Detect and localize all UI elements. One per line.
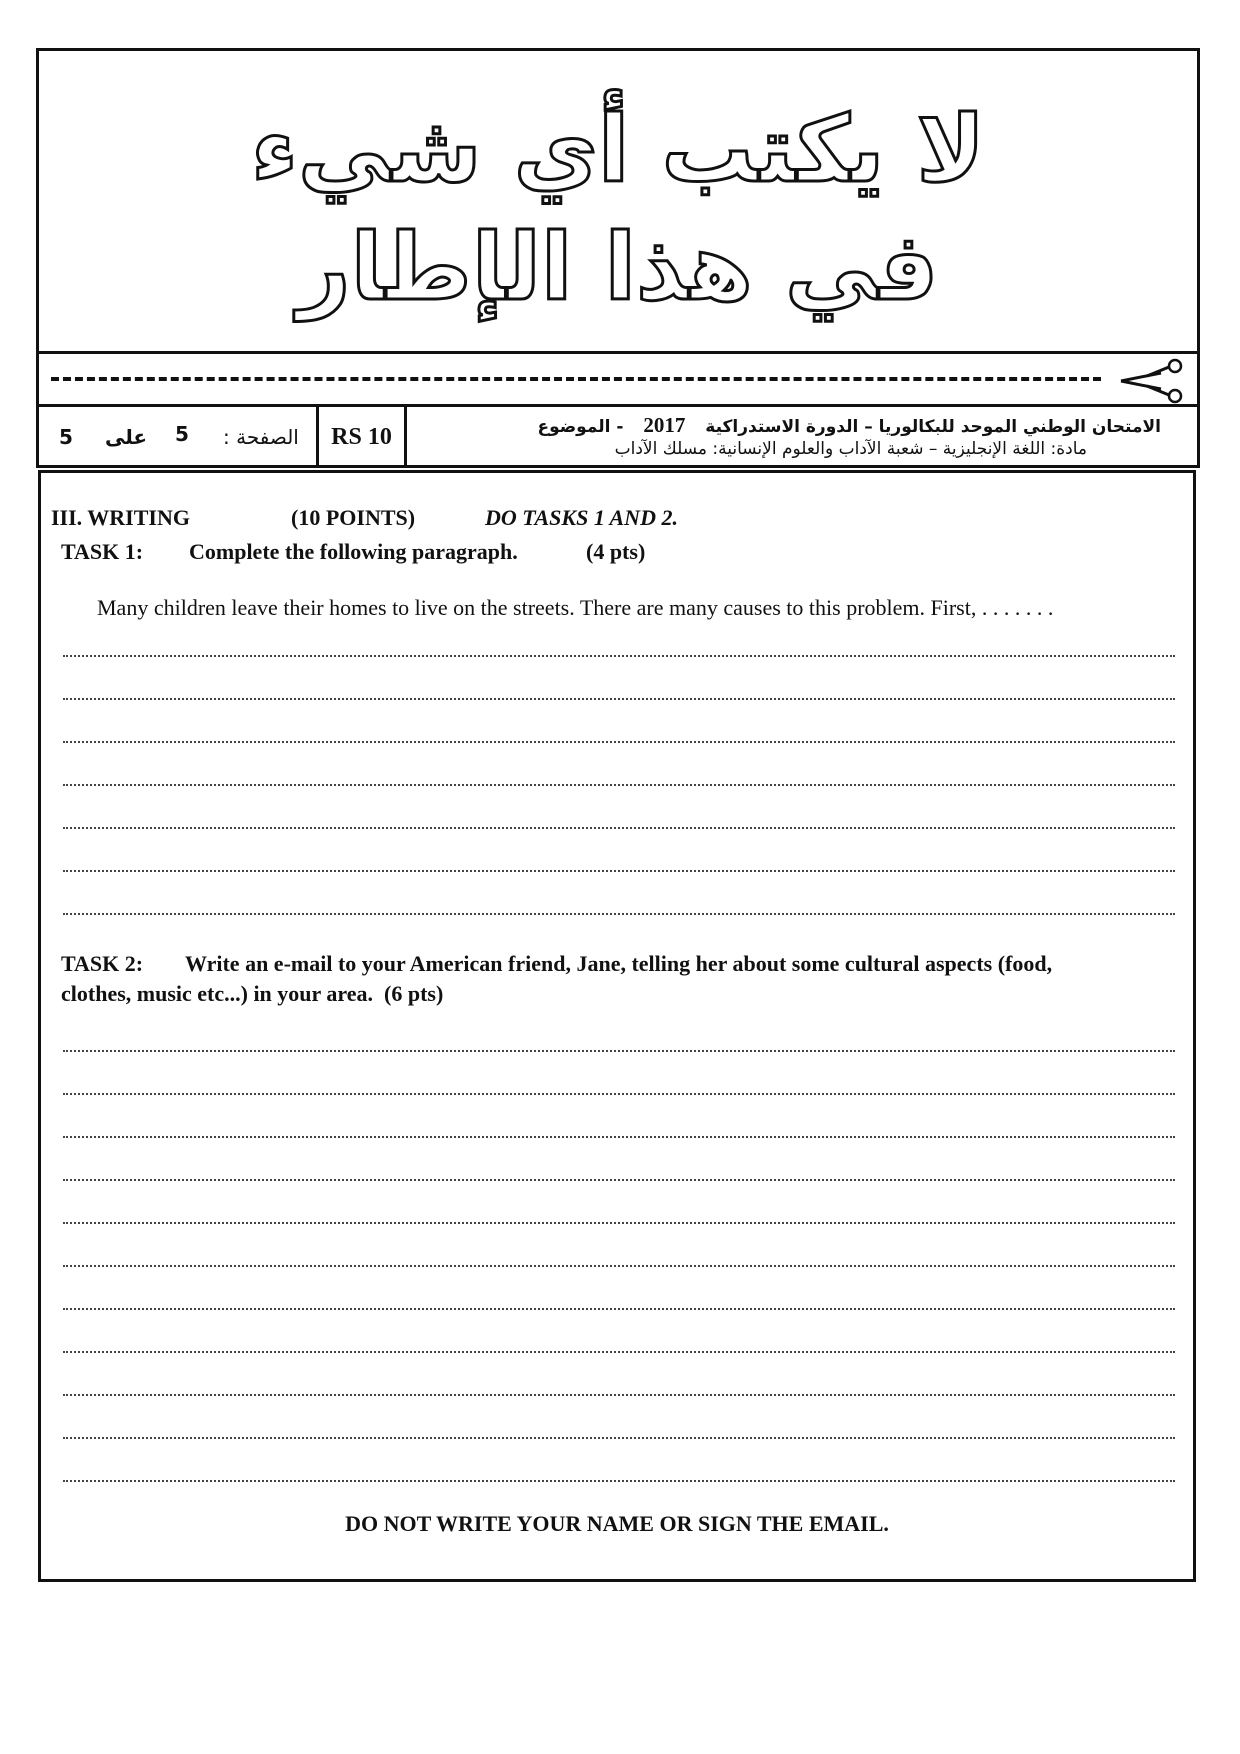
answer-line[interactable] — [63, 784, 1175, 786]
exam-info-row — [36, 404, 1200, 468]
banner-line-1: لا يكتب أي شيء — [250, 96, 986, 203]
exam-title-cell — [407, 407, 1197, 465]
subject-word: - الموضوع — [537, 417, 624, 437]
exam-code-cell — [319, 407, 407, 465]
answer-line[interactable] — [63, 1480, 1175, 1482]
task2-prompt-line1: Write an e-mail to your American friend, Jane, telling her about some cultural aspects (food, — [185, 951, 1053, 976]
banner-text — [39, 91, 1197, 327]
task2-label: TASK 2: — [61, 951, 144, 976]
page-label: الصفحة : — [223, 425, 299, 449]
task2-prompt-line2-text: clothes, music etc...) in your area. — [61, 981, 374, 1006]
answer-line[interactable] — [63, 1394, 1175, 1396]
answer-line[interactable] — [63, 1179, 1175, 1181]
exam-year: 2017 — [643, 413, 686, 437]
exam-code: RS 10 — [331, 424, 392, 450]
page-total: 5 — [59, 425, 73, 449]
exam-title: الامتحان الوطني الموحد للبكالوريا – الدورة الاستدراكية — [705, 417, 1161, 437]
task1-points: (4 pts) — [586, 539, 646, 564]
answer-line[interactable] — [63, 913, 1175, 915]
exam-title-line — [537, 413, 1161, 438]
task2-points: (6 pts) — [384, 981, 444, 1006]
answer-line[interactable] — [63, 698, 1175, 700]
task1-paragraph-start: Many children leave their homes to live on the streets. There are many causes to this problem. First, . . . . . . . — [97, 595, 1054, 620]
answer-line[interactable] — [63, 1222, 1175, 1224]
section-points: (10 POINTS) — [291, 505, 416, 530]
answer-line[interactable] — [63, 741, 1175, 743]
subject-line: مادة: اللغة الإنجليزية – شعبة الآداب والعلوم الإنسانية: مسلك الآداب — [614, 439, 1087, 459]
answer-line[interactable] — [63, 1308, 1175, 1310]
scissors-icon — [1117, 358, 1187, 404]
answer-line[interactable] — [63, 1136, 1175, 1138]
page-current: 5 — [175, 422, 189, 446]
answer-line[interactable] — [63, 1265, 1175, 1267]
task1-label: TASK 1: — [61, 539, 144, 564]
writing-section-box — [38, 470, 1196, 1582]
section-heading: III. WRITING — [51, 505, 190, 530]
section-instruction: DO TASKS 1 AND 2. — [485, 505, 678, 530]
answer-line[interactable] — [63, 1351, 1175, 1353]
no-writing-banner — [36, 48, 1200, 354]
task1-prompt: Complete the following paragraph. — [189, 539, 518, 564]
page-of-label: على — [105, 425, 148, 449]
answer-line[interactable] — [63, 827, 1175, 829]
footer-note: DO NOT WRITE YOUR NAME OR SIGN THE EMAIL. — [345, 1511, 889, 1536]
answer-line[interactable] — [63, 1050, 1175, 1052]
page-number-cell — [39, 407, 319, 465]
answer-line[interactable] — [63, 870, 1175, 872]
task2-prompt-line2 — [61, 981, 443, 1007]
answer-line[interactable] — [63, 1093, 1175, 1095]
cut-line-row — [36, 351, 1200, 407]
banner-line-2: في هذا الإطار — [297, 214, 939, 321]
answer-line[interactable] — [63, 655, 1175, 657]
dashed-cut-line — [51, 377, 1101, 381]
answer-line[interactable] — [63, 1437, 1175, 1439]
